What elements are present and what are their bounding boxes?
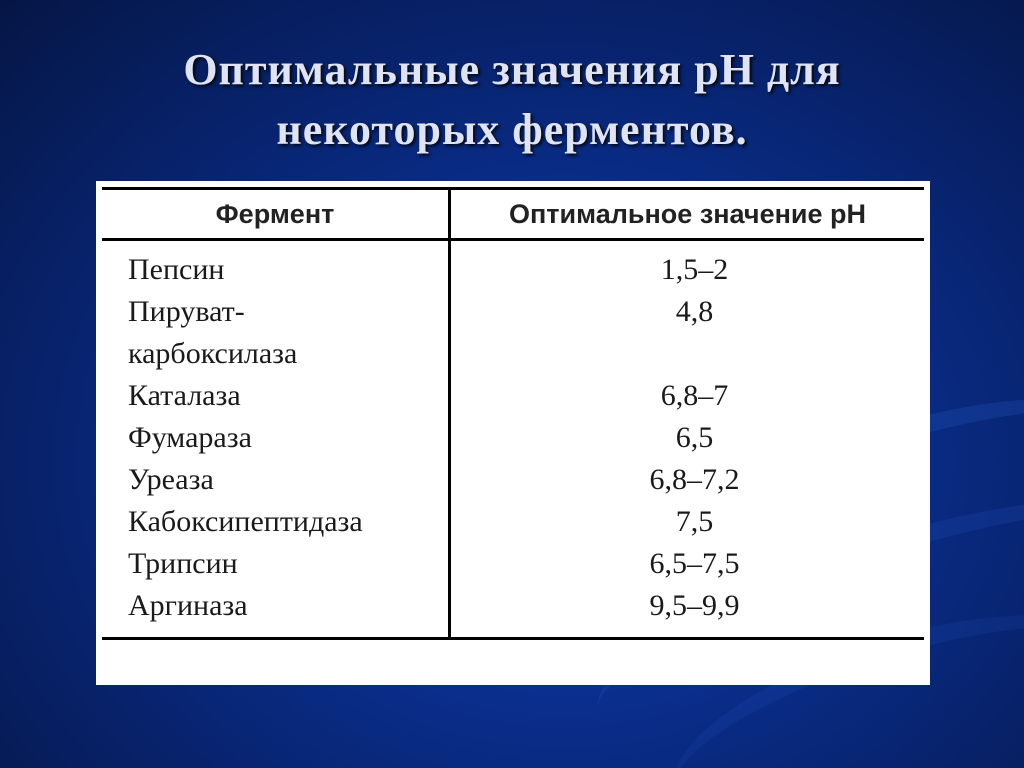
table-row <box>102 375 924 417</box>
enzyme-name: Аргиназа <box>102 585 450 639</box>
slide-title-line-1: Оптимальные значения рН для <box>183 45 841 94</box>
enzyme-name: Фумараза <box>102 417 450 459</box>
enzyme-name: Уреаза <box>102 459 450 501</box>
ph-value: 7,5 <box>675 505 714 538</box>
table-row <box>102 240 924 292</box>
ph-value: 9,5–9,9 <box>450 585 925 639</box>
ph-value: 1,5–2 <box>660 253 729 286</box>
table-row <box>102 291 924 375</box>
column-header-ph: Оптимальное значение рН <box>450 189 925 240</box>
ph-value: 6,8–7 <box>660 379 729 412</box>
table-row <box>102 585 924 639</box>
column-header-enzyme: Фермент <box>102 189 450 240</box>
ph-value: 6,8–7,2 <box>649 463 740 496</box>
slide-title-line-2: некоторых ферментов. <box>276 105 748 154</box>
enzyme-name: Каталаза <box>102 375 450 417</box>
enzyme-name: Трипсин <box>102 543 450 585</box>
enzyme-name: Кабоксипептидаза <box>102 501 450 543</box>
table-row <box>102 459 924 501</box>
table-row <box>102 501 924 543</box>
table-row <box>102 543 924 585</box>
ph-value: 4,8 <box>675 295 714 328</box>
ph-value: 6,5 <box>675 421 714 454</box>
enzyme-ph-table <box>102 187 924 640</box>
slide-title <box>0 40 1024 160</box>
enzyme-name: Пируват- карбоксилаза <box>102 291 450 375</box>
ph-value: 6,5–7,5 <box>649 547 740 580</box>
table-header-row <box>102 189 924 240</box>
table-row <box>102 417 924 459</box>
enzyme-name: Пепсин <box>102 240 450 292</box>
enzyme-ph-table-card <box>96 181 930 685</box>
